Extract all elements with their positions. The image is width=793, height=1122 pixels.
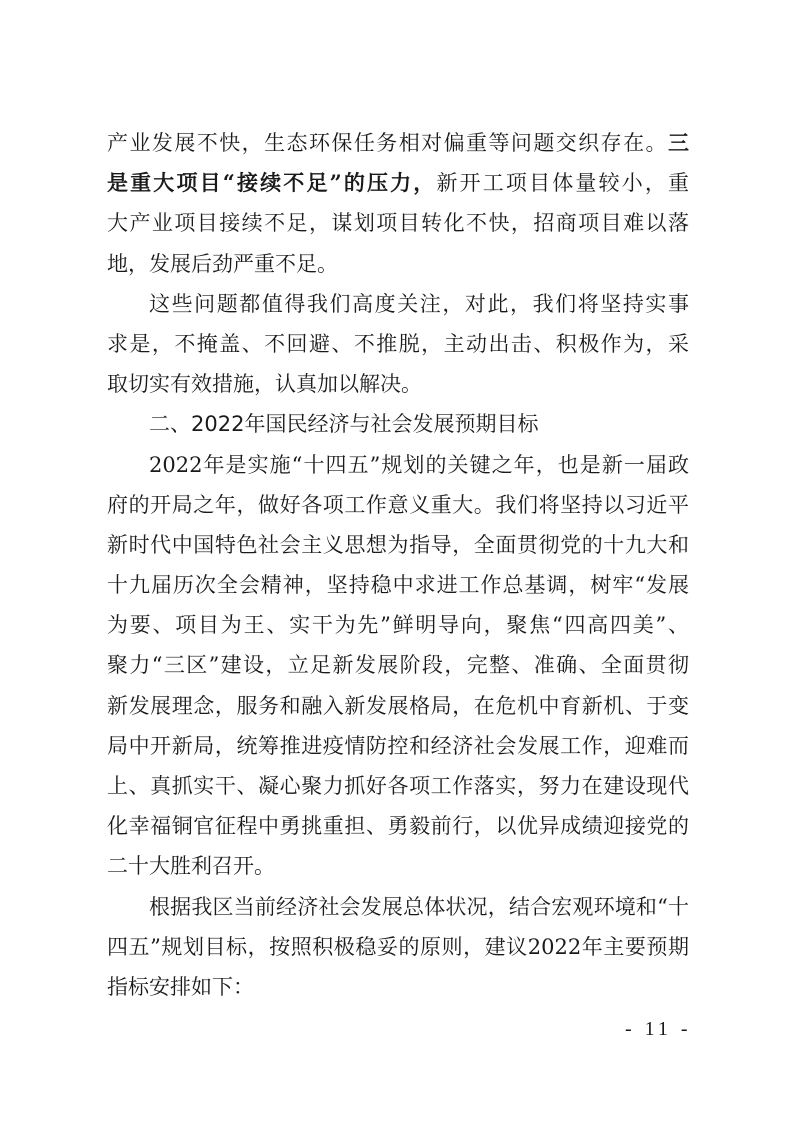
text-line [107,128,689,168]
page-number: - 11 - [625,1018,692,1040]
text-line: 聚力“三区”建设，立足新发展阶段，完整、准确、全面贯彻 [107,653,689,678]
text-line [107,168,689,208]
text-line: 新时代中国特色社会主义思想为指导，全面贯彻党的十九大和 [107,532,689,557]
text-line: 根据我区当前经济社会发展总体状况，结合宏观环境和“十 [149,894,689,919]
text-line: 二十大胜利召开。 [107,854,275,879]
text-line: 这些问题都值得我们高度关注，对此，我们将坚持实事 [149,291,689,316]
text-line: 十九届历次全会精神，坚持稳中求进工作总基调，树牢“发展 [107,573,689,598]
bold-text-span: 是重大项目“接续不足”的压力， [107,170,437,196]
text-line: 上、真抓实干、凝心聚力抓好各项工作落实，努力在建设现代 [107,774,689,798]
text-line: 局中开新局，统筹推进疫情防控和经济社会发展工作，迎难而 [107,733,689,758]
text-line: 大产业项目接续不足，谋划项目转化不快，招商项目难以落 [107,211,689,236]
text-line: 府的开局之年，做好各项工作意义重大。我们将坚持以习近平 [107,492,689,517]
text-span: 新开工项目体量较小，重 [436,171,689,196]
text-line: 为要、项目为王、实干为先”鲜明导向，聚焦“四高四美”、 [107,613,689,638]
text-line: 2022年是实施“十四五”规划的关键之年，也是新一届政 [149,452,689,477]
text-line: 指标安排如下： [107,974,254,999]
text-line: 地，发展后劲严重不足。 [107,251,338,276]
paragraph-2022-guidance [107,450,689,892]
text-line: 四五”规划目标，按照积极稳妥的原则，建议2022年主要预期 [107,934,689,959]
section-heading: 二、2022年国民经济与社会发展预期目标 [149,412,539,437]
paragraph-pressures [107,128,689,289]
text-line: 化幸福铜官征程中勇挑重担、勇毅前行，以优异成绩迎接党的 [107,814,689,839]
text-line: 取切实有效措施，认真加以解决。 [107,372,422,397]
text-line: 新发展理念，服务和融入新发展格局，在危机中育新机、于变 [107,693,689,718]
text-line: 求是，不掩盖、不回避、不推脱，主动出击、积极作为，采 [107,331,689,356]
paragraph-response [107,289,689,410]
document-page [107,128,689,1012]
text-span: 产业发展不快，生态环保任务相对偏重等问题交织存在。 [107,131,668,155]
bold-text-span: 三 [668,130,689,155]
paragraph-targets [107,892,689,1013]
